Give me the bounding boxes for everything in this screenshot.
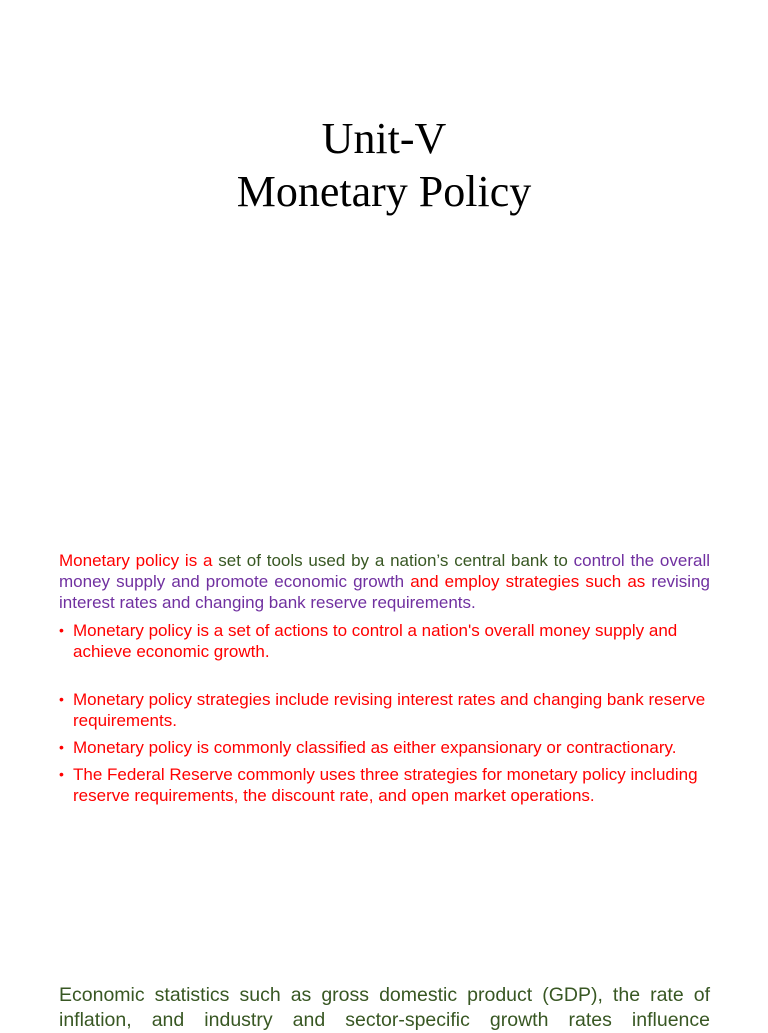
bullet-text: Monetary policy is a set of actions to control a nation's overall money supply and achieve economic growth. — [73, 621, 678, 661]
intro-segment: and employ strategies such as — [410, 572, 652, 591]
bullet-glyph: • — [59, 766, 64, 782]
intro-segment: revising interest rates and changing bank reserve requirements. — [59, 572, 710, 612]
title-topic: Monetary Policy — [236, 167, 532, 216]
intro-segment: control the overall money supply and promote economic growth — [59, 551, 711, 591]
intro-segment: Monetary policy is a — [59, 551, 219, 570]
bullet-glyph: • — [59, 739, 64, 755]
title-unit: Unit-V — [321, 114, 447, 163]
bullet-list — [59, 620, 719, 812]
intro-paragraph — [59, 550, 710, 613]
economic-statistics-paragraph: Economic statistics such as gross domestic product (GDP), the rate of inflation, and industry and sector-specific growth rates influence — [59, 984, 710, 1031]
intro-segment: set of tools used by a nation’s central bank to — [218, 551, 574, 570]
bullet-glyph: • — [59, 691, 64, 707]
list-item — [59, 689, 719, 731]
list-item — [59, 620, 719, 662]
list-item — [59, 764, 719, 806]
slide-title — [0, 112, 768, 218]
bullet-text: Monetary policy strategies include revising interest rates and changing bank reserve requirements. — [73, 690, 706, 730]
bullet-text: The Federal Reserve commonly uses three strategies for monetary policy including reserve requirements, the discount rate, and open market operations. — [73, 765, 698, 805]
list-item — [59, 737, 719, 758]
bullet-text: Monetary policy is commonly classified as either expansionary or contractionary. — [73, 738, 677, 757]
bullet-glyph: • — [59, 622, 64, 638]
